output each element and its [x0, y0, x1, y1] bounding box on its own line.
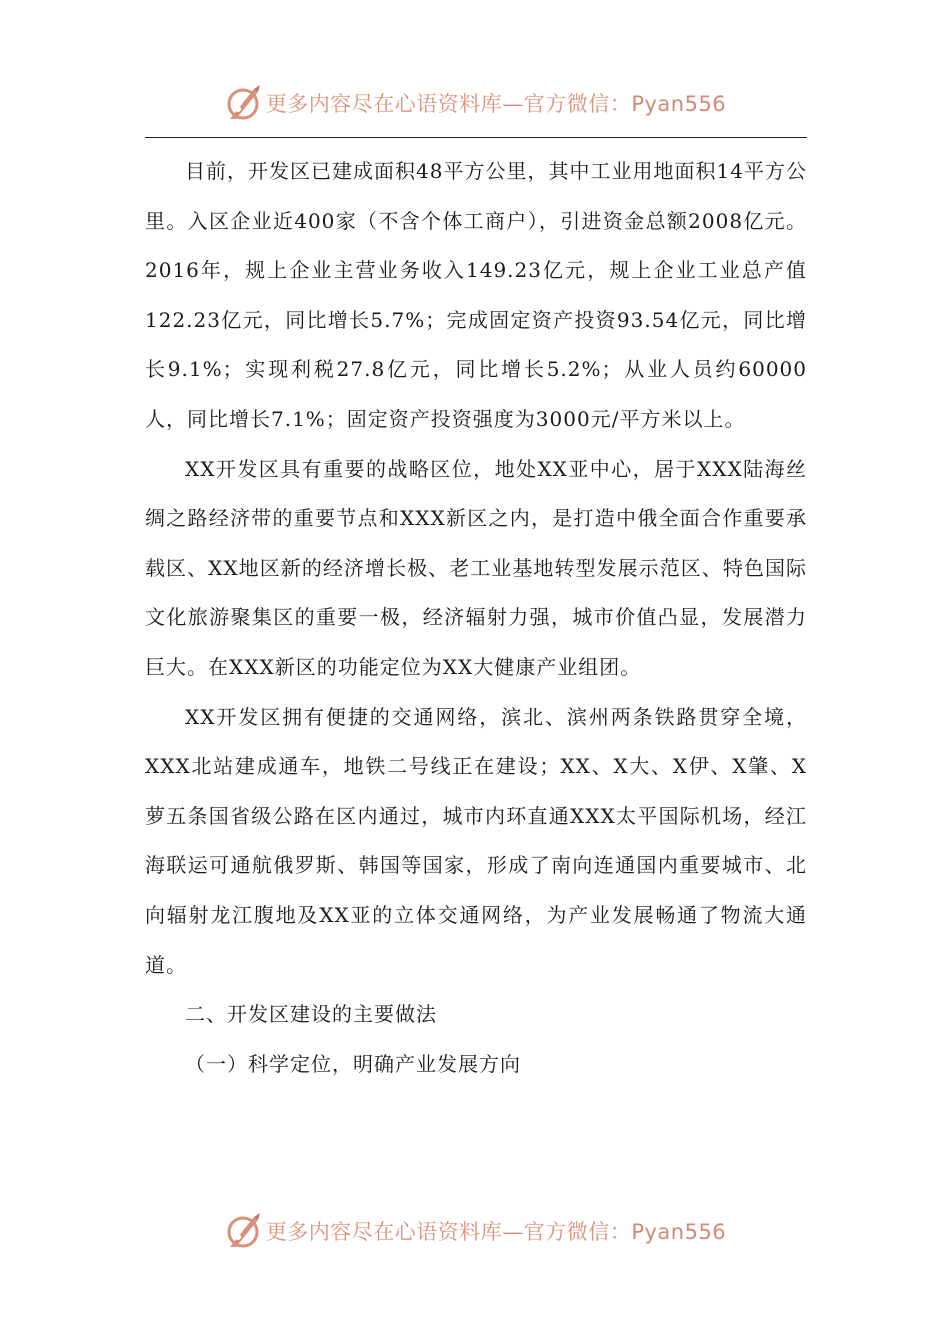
quill-pen-logo-icon [224, 1211, 264, 1251]
header-divider [145, 137, 807, 138]
watermark-prefix: 更多内容尽在心语资料库—官方微信： [265, 1220, 632, 1244]
quill-pen-logo-icon [224, 83, 264, 123]
watermark-text [266, 88, 726, 118]
wechat-id: Pyan556 [631, 92, 727, 116]
section-heading: 二、开发区建设的主要做法 [185, 1002, 437, 1027]
subsection-heading: （一）科学定位，明确产业发展方向 [185, 1051, 521, 1076]
wechat-id: Pyan556 [631, 1220, 727, 1244]
document-body [145, 147, 807, 1089]
header-watermark-banner [0, 78, 950, 128]
watermark-text [266, 1216, 726, 1246]
paragraph-overview: 目前，开发区已建成面积48平方公里，其中工业用地面积14平方公里。入区企业近400家（不含个体工商户），引进资金总额2008亿元。2016年，规上企业主营业务收入149.23亿元，规上企业工业总产值122.23亿元，同比增长5.7%；完成固定资产投资93.54亿元，同比增长9.1%；实现利税27.8亿元，同比增长5.2%；从业人员约60000人，同比增长7.1%；固定资产投资强度为3000元/平方米以上。 [145, 159, 807, 431]
watermark-prefix: 更多内容尽在心语资料库—官方微信： [265, 92, 632, 116]
footer-watermark-banner [0, 1206, 950, 1256]
paragraph-location: XX开发区具有重要的战略区位，地处XX亚中心，居于XXX陆海丝绸之路经济带的重要节点和XXX新区之内，是打造中俄全面合作重要承载区、XX地区新的经济增长极、老工业基地转型发展示范区、特色国际文化旅游聚集区的重要一极，经济辐射力强，城市价值凸显，发展潜力巨大。在XXX新区的功能定位为XX大健康产业组团。 [145, 456, 807, 679]
paragraph-transport: XX开发区拥有便捷的交通网络，滨北、滨州两条铁路贯穿全境，XXX北站建成通车，地铁二号线正在建设；XX、X大、X伊、X肇、X萝五条国省级公路在区内通过，城市内环直通XXX太平国际机场，经江海联运可通航俄罗斯、韩国等国家，形成了南向连通国内重要城市、北向辐射龙江腹地及XX亚的立体交通网络，为产业发展畅通了物流大通道。 [145, 704, 807, 977]
